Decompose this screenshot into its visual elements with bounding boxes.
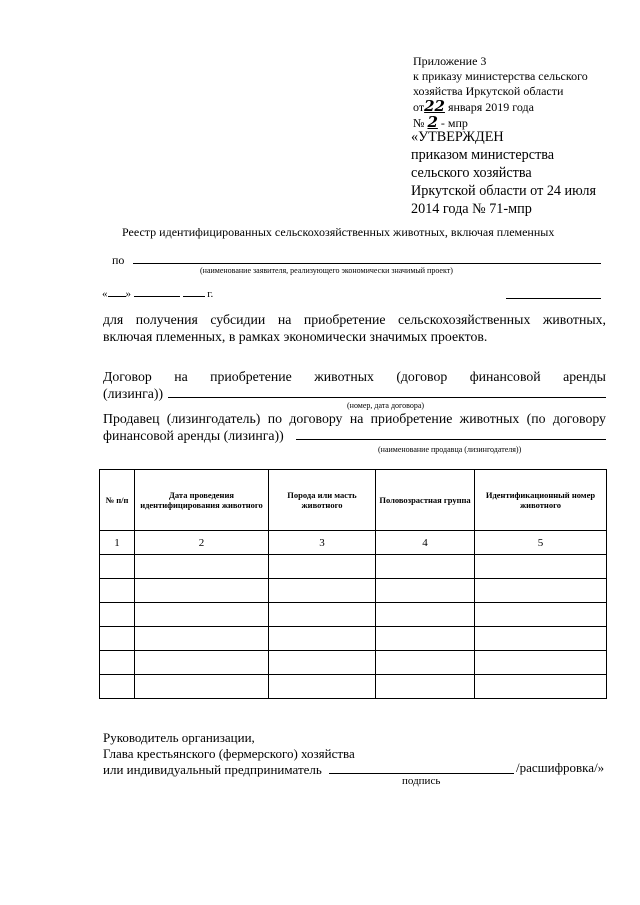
table-cell[interactable] (376, 627, 475, 651)
table-cell[interactable] (269, 579, 376, 603)
animals-table (99, 469, 607, 699)
appendix-order-line: к приказу министерства сельского (413, 69, 588, 83)
appendix-block (413, 54, 588, 131)
table-cell[interactable] (376, 603, 475, 627)
header-age-group: Половозрастная группа (376, 470, 475, 531)
purpose-paragraph (103, 311, 606, 345)
table-row (100, 555, 607, 579)
header-identification-date: Дата проведения идентифицирования животного (135, 470, 269, 531)
number-suffix: - мпр (440, 116, 468, 130)
seller-field-line (296, 439, 606, 440)
approved-line-5: 2014 года № 71-мпр (411, 201, 532, 217)
column-number: 4 (376, 531, 475, 555)
seller-word: на (349, 411, 364, 426)
table-cell[interactable] (475, 579, 607, 603)
purpose-line-1 (103, 311, 606, 328)
handwritten-number: 2 (427, 113, 438, 131)
date-close-quote: » (125, 288, 131, 300)
table-cell[interactable] (475, 555, 607, 579)
table-cell[interactable] (269, 603, 376, 627)
table-cell[interactable] (475, 603, 607, 627)
contract-word: финансовой (469, 369, 541, 384)
year-suffix: г. (207, 288, 214, 300)
contract-word: аренды (563, 369, 606, 384)
table-cell[interactable] (135, 579, 269, 603)
day-blank (108, 296, 126, 297)
signature-field-line (329, 773, 514, 774)
purpose-word: на (277, 312, 292, 327)
contract-word: приобретение (210, 369, 292, 384)
table-row (100, 579, 607, 603)
table-cell[interactable] (475, 651, 607, 675)
approved-line-3: сельского хозяйства (411, 165, 532, 181)
seller-word: (по (526, 411, 546, 426)
handwritten-day: 22 (424, 97, 445, 115)
table-cell[interactable] (135, 603, 269, 627)
purpose-word: для (103, 312, 124, 327)
date-open-quote: « (102, 288, 108, 300)
date-prefix: от (413, 100, 425, 114)
table-cell[interactable] (475, 627, 607, 651)
contract-word: животных (314, 369, 374, 384)
approved-line-2: приказом министерства (411, 147, 555, 163)
signature-decode: /расшифровка/» (516, 760, 605, 775)
approved-line-4: Иркутской области от 24 июля (411, 183, 597, 199)
po-label: по (112, 253, 125, 267)
contract-line-1 (103, 368, 606, 385)
seller-word: по (267, 411, 283, 426)
contract-line-2: (лизинга)) (103, 386, 164, 401)
purpose-word: животных, (542, 312, 606, 327)
contract-word: на (174, 369, 188, 384)
seller-word: договору (552, 411, 606, 426)
table-cell[interactable] (100, 675, 135, 699)
table-row (100, 627, 607, 651)
table-cell[interactable] (269, 627, 376, 651)
seller-word: приобретение (370, 411, 453, 426)
month-blank (134, 296, 180, 297)
seller-word: Продавец (103, 411, 160, 426)
seller-line-1 (103, 410, 606, 427)
table-header-row (100, 470, 607, 531)
table-cell[interactable] (135, 651, 269, 675)
column-number: 1 (100, 531, 135, 555)
purpose-word: получения (135, 312, 198, 327)
contract-caption: (номер, дата договора) (347, 401, 425, 410)
table-row (100, 651, 607, 675)
year-blank (183, 296, 205, 297)
table-cell[interactable] (376, 651, 475, 675)
purpose-word: субсидии (210, 312, 266, 327)
table-cell[interactable] (135, 675, 269, 699)
seller-word: договору (289, 411, 343, 426)
number-prefix: № (413, 116, 425, 130)
table-number-row (100, 531, 607, 555)
table-row (100, 603, 607, 627)
signature-line-2: Глава крестьянского (фермерского) хозяйства (103, 746, 355, 761)
table-cell[interactable] (475, 675, 607, 699)
column-number: 5 (475, 531, 607, 555)
right-field-line (506, 298, 601, 299)
header-number: № п/п (100, 470, 135, 531)
appendix-date-line (413, 99, 588, 115)
date-rest: января 2019 года (447, 100, 534, 114)
signature-caption: подпись (402, 775, 441, 787)
applicant-caption: (наименование заявителя, реализующего экономически значимый проект) (200, 266, 453, 275)
header-id-number: Идентификационный номер животного (475, 470, 607, 531)
table-cell[interactable] (100, 555, 135, 579)
table-cell[interactable] (135, 555, 269, 579)
applicant-field-line (133, 263, 601, 264)
table-cell[interactable] (100, 603, 135, 627)
register-title: Реестр идентифицированных сельскохозяйственных животных, включая племенных (122, 225, 555, 239)
seller-word: животных (459, 411, 520, 426)
table-cell[interactable] (269, 651, 376, 675)
seller-caption: (наименование продавца (лизингодателя)) (378, 445, 522, 454)
signature-block (103, 730, 355, 778)
appendix-ministry-line: хозяйства Иркутской области (413, 84, 564, 98)
date-field (102, 288, 213, 300)
column-number: 3 (269, 531, 376, 555)
contract-word: (договор (396, 369, 448, 384)
table-cell[interactable] (135, 627, 269, 651)
table-cell[interactable] (376, 675, 475, 699)
approved-block (411, 128, 596, 218)
purpose-word: приобретение (303, 312, 386, 327)
table-cell[interactable] (376, 555, 475, 579)
table-cell[interactable] (100, 579, 135, 603)
contract-word: Договор (103, 369, 152, 384)
table-cell[interactable] (269, 675, 376, 699)
table-cell[interactable] (100, 627, 135, 651)
purpose-word: сельскохозяйственных (397, 312, 531, 327)
table-row (100, 675, 607, 699)
column-number: 2 (135, 531, 269, 555)
signature-line-3: или индивидуальный предприниматель (103, 762, 322, 777)
appendix-title: Приложение 3 (413, 54, 487, 68)
approved-line-1: «УТВЕРЖДЕН (411, 129, 504, 145)
table-cell[interactable] (376, 579, 475, 603)
table-cell[interactable] (100, 651, 135, 675)
contract-field-line (168, 397, 606, 398)
purpose-line-2: включая племенных, в рамках экономически значимых проектов. (103, 329, 488, 344)
seller-word: (лизингодатель) (166, 411, 261, 426)
signature-line-1: Руководитель организации, (103, 730, 255, 745)
table-cell[interactable] (269, 555, 376, 579)
seller-line-2: финансовой аренды (лизинга)) (103, 428, 284, 443)
header-breed: Порода или масть животного (269, 470, 376, 531)
